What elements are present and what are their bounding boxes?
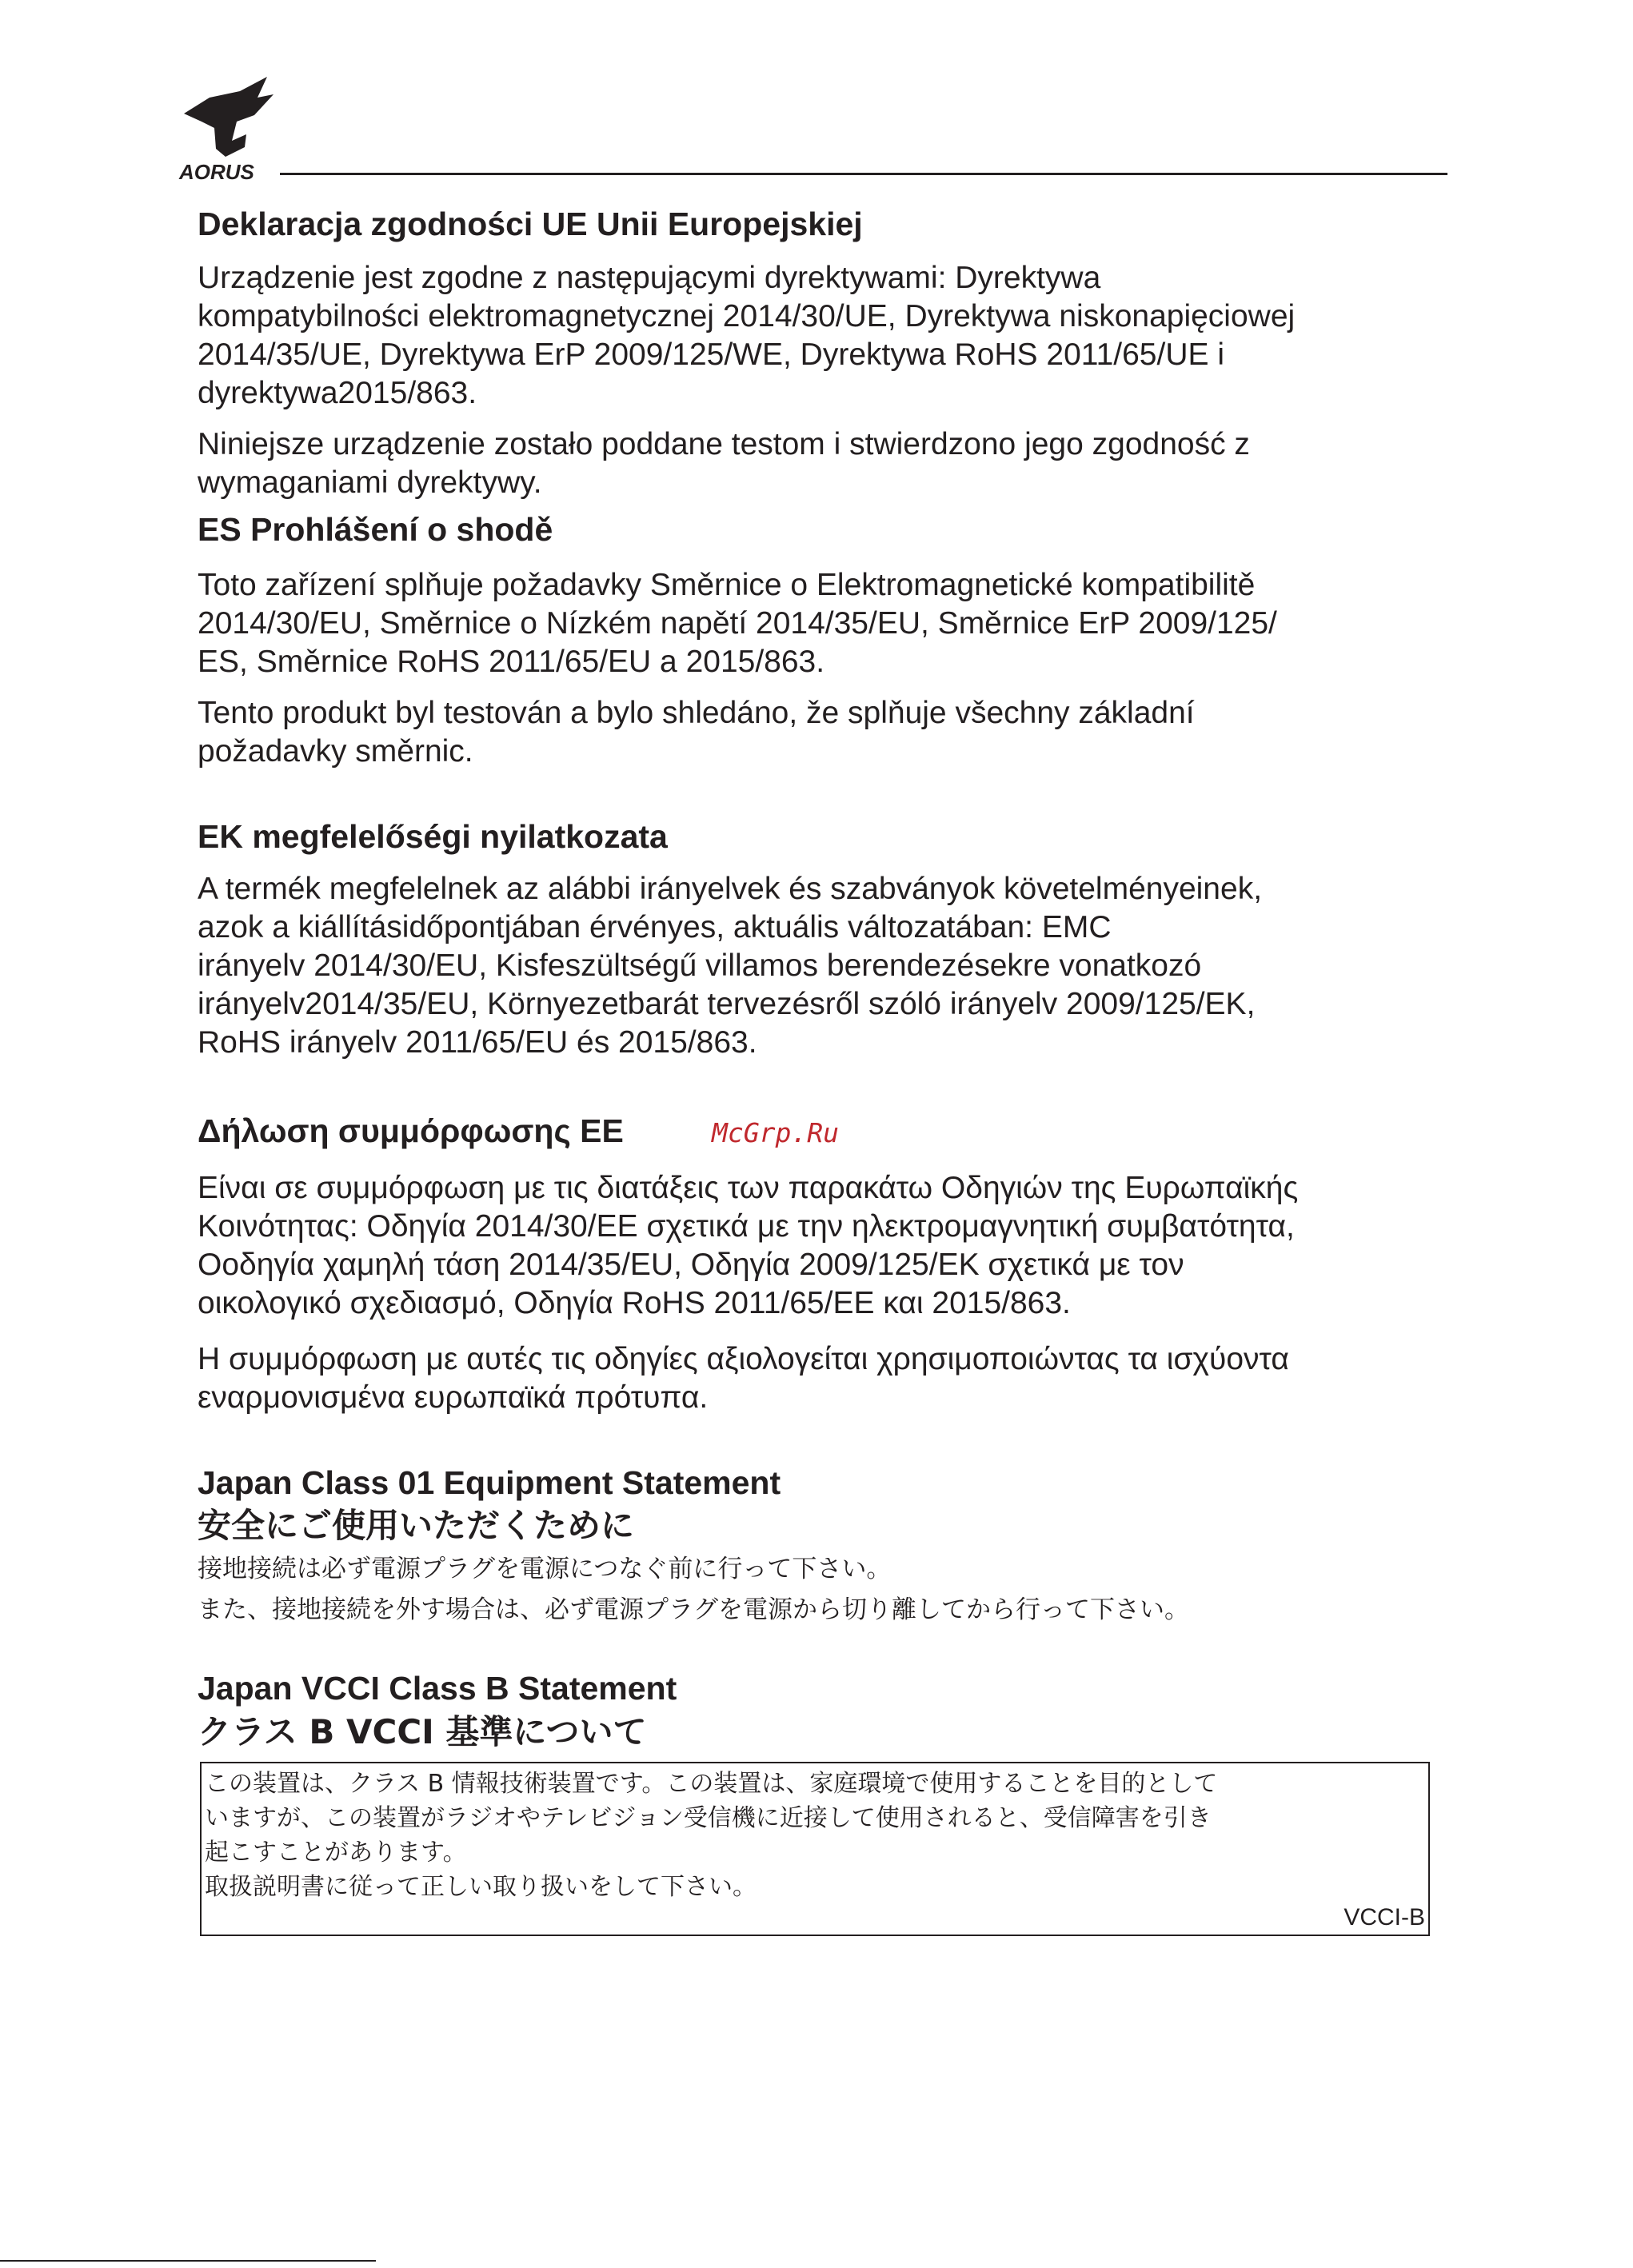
section-heading-jp-class01-jp: 安全にご使用いただくために <box>198 1506 635 1545</box>
watermark: McGrp.Ru <box>712 1117 839 1148</box>
footer-rule <box>0 2260 376 2262</box>
section-heading-jp-class01: Japan Class 01 Equipment Statement <box>198 1464 781 1501</box>
section-heading-hu: EK megfelelőségi nyilatkozata <box>198 818 668 855</box>
section-heading-pl: Deklaracja zgodności UE Unii Europejskiej <box>198 206 863 242</box>
section-heading-gr: Δήλωση συμμόρφωσης ΕΕ <box>198 1112 624 1149</box>
aorus-eagle-icon <box>178 74 289 184</box>
section-paragraph-gr-2: Η συμμόρφωση με αυτές τις οδηγίες αξιολογείται χρησιμοποιώντας τα ισχύοντα εναρμονισμένα ευρωπαϊκά πρότυπα. <box>198 1342 1289 1415</box>
section-heading-jp-vcci-jp: クラス B VCCI 基準について <box>198 1712 647 1751</box>
header-rule <box>280 173 1447 175</box>
vcci-notice-text: この装置は、クラス B 情報技術装置です。この装置は、家庭環境で使用することを目的として いますが、この装置がラジオやテレビジョン受信機に近接して使用されると、受信障害を引き 起こすことがあります。 取扱説明書に従って正しい取り扱いをして下さい。 <box>205 1770 1218 1901</box>
jp-class01-line-2: また、接地接続を外す場合は、必ず電源プラグを電源から切り離してから行って下さい。 <box>198 1595 1189 1624</box>
section-heading-jp-vcci: Japan VCCI Class B Statement <box>198 1670 677 1707</box>
vcci-notice-box <box>200 1762 1430 1936</box>
section-paragraph-cz-1: Toto zařízení splňuje požadavky Směrnice o Elektromagnetické kompatibilitě 2014/30/EU, Směrnice o Nízkém napětí 2014/35/EU, Směrnice ErP 2009/125/ ES, Směrnice RoHS 2011/65/EU a 2015/863. <box>198 568 1277 679</box>
section-paragraph-pl-2: Niniejsze urządzenie zostało poddane testom i stwierdzono jego zgodność z wymaganiami dyrektywy. <box>198 427 1250 500</box>
aorus-logo <box>178 74 289 184</box>
section-paragraph-pl-1: Urządzenie jest zgodne z następującymi dyrektywami: Dyrektywa kompatybilności elektromagnetycznej 2014/30/UE, Dyrektywa niskonapięciowej 2014/35/UE, Dyrektywa ErP 2009/125/WE, Dyrektywa RoHS 2011/65/UE i dyrektywa2015/863. <box>198 261 1296 410</box>
section-paragraph-hu-1: A termék megfelelnek az alábbi irányelvek és szabványok követelményeinek, azok a kiállításidőpontjában érvényes, aktuális változatában: EMC irányelv 2014/30/EU, Kisfeszültségű villamos berendezésekre vonatkozó irányelv2014/35/EU, Környezetbarát tervezésről szóló irányelv 2009/125/EK, RoHS irányelv 2011/65/EU és 2015/863. <box>198 872 1263 1060</box>
section-heading-cz: ES Prohlášení o shodě <box>198 511 553 548</box>
jp-class01-line-1: 接地接続は必ず電源プラグを電源につなぐ前に行って下さい。 <box>198 1555 892 1583</box>
vcci-label: VCCI-B <box>1344 1904 1425 1931</box>
section-paragraph-gr-1: Είναι σε συμμόρφωση με τις διατάξεις των παρακάτω Οδηγιών της Ευρωπαϊκής Κοινότητας: Οδηγία 2014/30/EE σχετικά με την ηλεκτρομαγνητική συμβατότητα, Οοδηγία χαμηλή τάση 2014/35/EU, Οδηγία 2009/125/EK σχετικά με τον οικολογικό σχεδιασμό, Οδηγία RoHS 2011/65/EE και 2015/863. <box>198 1171 1299 1320</box>
svg-text:AORUS: AORUS <box>179 160 254 184</box>
section-paragraph-cz-2: Tento produkt byl testován a bylo shledáno, že splňuje všechny základní požadavky směrnic. <box>198 696 1195 769</box>
